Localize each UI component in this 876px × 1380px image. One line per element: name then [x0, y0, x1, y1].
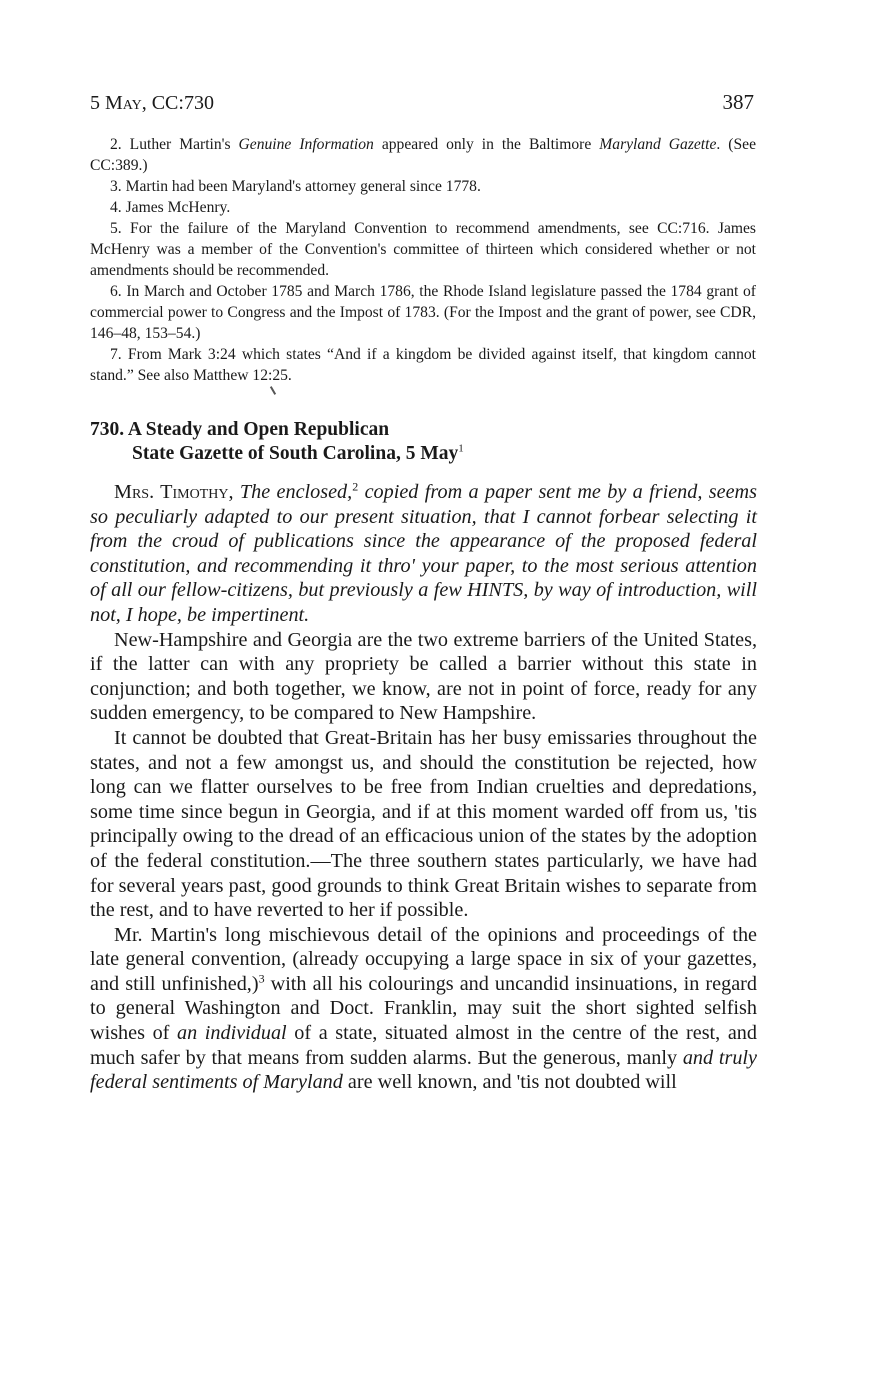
paragraph-3 [90, 923, 757, 1095]
document-body [90, 480, 757, 1095]
para3-text-c: of a state, situated almost in the centre of the rest, and much safer by that means from sudden alarms. But the generous, manly [90, 1022, 757, 1069]
section-subtitle [90, 442, 756, 466]
paragraph-1: New-Hampshire and Georgia are the two extreme barriers of the United States, if the latter can with any propriety be called a barrier without this state in conjunction; and both together, we know, are not in point of force, ready for any sudden emergency, to be compared to New Hampshire. [90, 628, 757, 725]
note-2-text-b: appeared only in the Baltimore [373, 136, 600, 153]
note-7: 7. From Mark 3:24 which states “And if a kingdom be divided against itself, that kingdom cannot stand.” See also Matthew 12:25. [90, 346, 756, 384]
note-2-text-a: 2. Luther Martin's [110, 136, 239, 153]
note-2-italic-paper: Maryland Gazette [599, 136, 717, 153]
footnote-ref-1: 1 [458, 442, 464, 455]
note-5: 5. For the failure of the Maryland Convention to recommend amendments, see CC:716. James McHenry was a member of the Convention's committee of thirteen which considered whether or not amendments should be recommended. [90, 220, 756, 279]
para3-text-b: with all his colourings and uncandid insinuations, in regard to general Washington and Doct. Franklin, may suit the short sighted selfish wishes of [90, 972, 757, 1045]
running-head [90, 90, 754, 115]
para3-italic-a: an individual [177, 1022, 287, 1045]
running-head-day: 5 [90, 92, 105, 114]
footnote-ref-2: 2 [352, 479, 359, 494]
stray-mark [270, 386, 276, 395]
running-head-doc-number: , CC:730 [141, 92, 214, 114]
intro-text-b: copied from a paper sent me by a friend, seems so peculiarly adapted to our present situation, that I cannot forbear selecting it from the croud of publications since the appearance of the proposed federal constitution, and recommending it thro' your paper, to the most serious attention of all our fellow-citizens, but previously a few HINTS, by way of introduction, will not, I hope, be impertinent. [90, 481, 757, 626]
note-2-italic-title: Genuine Information [238, 136, 374, 153]
note-2-text-c: . (See CC:389.) [90, 136, 756, 174]
section-subtitle-text: State Gazette of South Carolina, 5 May [132, 443, 459, 464]
page-number: 387 [722, 90, 754, 114]
running-head-month: May [105, 92, 142, 114]
intro-text-a: The enclosed, [233, 481, 353, 503]
para3-text-a: Mr. Martin's long mischievous detail of the opinions and proceedings of the late general convention, (already occupying a large space in six of your gazettes, and still unfinished,) [90, 923, 757, 995]
para3-italic-b: and truly federal sentiments of Maryland [90, 1046, 757, 1094]
running-head-date [90, 92, 214, 115]
paragraph-2: It cannot be doubted that Great-Britain has her busy emissaries throughout the states, and not a few amongst us, and should the constitution be rejected, how long can we flatter ourselves to be free from Indian cruelties and depredations, some time since begun in Georgia, and if at this moment warded off from us, 'tis principally owing to the dread of an efficacious union of the states by the adoption of the federal constitution.—The three southern states particularly, we have had for several years past, good grounds to think Great Britain wishes to separate from the rest, and to have reverted to her if possible. [90, 726, 757, 922]
endnotes [90, 134, 756, 386]
note-3: 3. Martin had been Maryland's attorney general since 1778. [110, 178, 481, 195]
footnote-ref-3: 3 [258, 971, 265, 986]
section-heading [90, 418, 756, 466]
note-4: 4. James McHenry. [110, 199, 231, 216]
section-title: 730. A Steady and Open Republican [90, 419, 390, 440]
salutation: Mrs. Timothy, [114, 481, 234, 503]
note-6: 6. In March and October 1785 and March 1786, the Rhode Island legislature passed the 1784 grant of commercial power to Congress and the Impost of 1783. (For the Impost and the grant of power, see CDR, 146–48, 153–54.) [90, 283, 756, 342]
intro-paragraph [90, 480, 757, 628]
para3-text-d: are well known, and 'tis not doubted will [342, 1071, 677, 1094]
note-2 [90, 134, 756, 176]
